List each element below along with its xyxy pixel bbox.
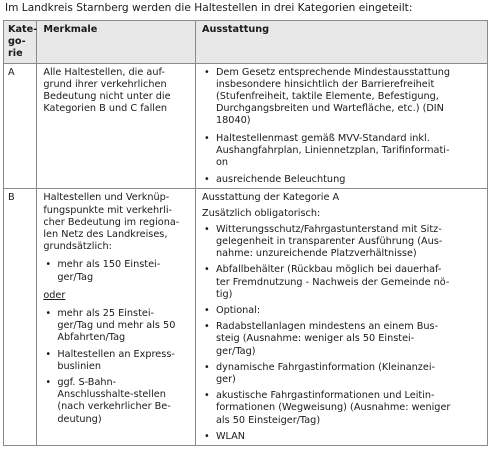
merkmale-b-list-2 — [43, 308, 189, 426]
merkmale-b-list-1 — [43, 259, 189, 283]
header-kategorie: Kate- go- rie — [4, 21, 37, 64]
list-item: • Dem Gesetz entsprechende Mindestausstattung insbesondere hinsichtlich der Barrierefreiheit (Stufenfreiheit, taktile Elemente, Befestigung, Durchgangsbreiten und Wartefläche, etc.) (DIN 18040) — [202, 67, 481, 128]
kategorien-table — [3, 20, 488, 446]
list-item: • Optional: — [202, 305, 481, 317]
table-header-row — [4, 21, 488, 64]
list-item: • ausreichende Beleuchtung — [202, 174, 481, 186]
kategorie-b-label: B — [4, 189, 37, 446]
merkmale-b — [37, 189, 196, 446]
list-item: • dynamische Fahrgastinformation (Kleinanzei- ger) — [202, 362, 481, 386]
table-row-kategorie-a — [4, 63, 488, 189]
merkmale-b-intro: Haltestellen und Verknüp- fungspunkte mit verkehrli- cher Bedeutung im regiona- len Netz des Landkreises, grundsätzlich: — [43, 192, 180, 253]
list-item: • Witterungsschutz/Fahrgastunterstand mit Sitz- gelegenheit in transparenter Ausführung (Aus- nahme: unzureichende Platzverhältnisse) — [202, 224, 481, 261]
ausstattung-a — [195, 63, 487, 189]
list-item: • ggf. S-Bahn- Anschlusshalte-stellen (nach verkehrlicher Be- deutung) — [43, 377, 189, 426]
list-item: • WLAN — [202, 431, 481, 443]
table-row-kategorie-b — [4, 189, 488, 446]
intro-text: Im Landkreis Starnberg werden die Haltestellen in drei Kategorien eingeteilt: — [5, 2, 413, 14]
ausstattung-b — [195, 189, 487, 446]
list-item: • Abfallbehälter (Rückbau möglich bei dauerhaf- ter Fremdnutzung - Nachweis der Gemeinde nö- tig) — [202, 264, 481, 301]
list-item: • Radabstellanlagen mindestens an einem Bus- steig (Ausnahme: weniger als 50 Einstei- ger/Tag) — [202, 321, 481, 358]
list-item: • akustische Fahrgastinformationen und Leitin- formationen (Wegweisung) (Ausnahme: weniger als 50 Einsteiger/Tag) — [202, 390, 481, 427]
ausstattung-b-intro-1: Ausstattung der Kategorie A — [201, 192, 340, 204]
merkmale-a: Alle Haltestellen, die auf- grund ihrer verkehrlichen Bedeutung nicht unter die Kategorien B und C fallen — [37, 63, 196, 189]
list-item: • mehr als 25 Einstei- ger/Tag und mehr als 50 Abfahrten/Tag — [43, 308, 189, 345]
merkmale-b-oder: oder — [43, 289, 66, 301]
ausstattung-a-list — [202, 67, 481, 187]
header-merkmale: Merkmale — [37, 21, 196, 64]
header-ausstattung: Ausstattung — [195, 21, 487, 64]
ausstattung-b-intro-2: Zusätzlich obligatorisch: — [201, 207, 321, 219]
list-item: • Haltestellenmast gemäß MVV-Standard inkl. Aushangfahrplan, Liniennetzplan, Tarifinformati- on — [202, 133, 481, 170]
list-item: • mehr als 150 Einstei- ger/Tag — [43, 259, 189, 283]
ausstattung-b-list — [202, 224, 481, 443]
kategorie-a-label: A — [4, 63, 37, 189]
list-item: • Haltestellen an Express- buslinien — [43, 349, 189, 373]
